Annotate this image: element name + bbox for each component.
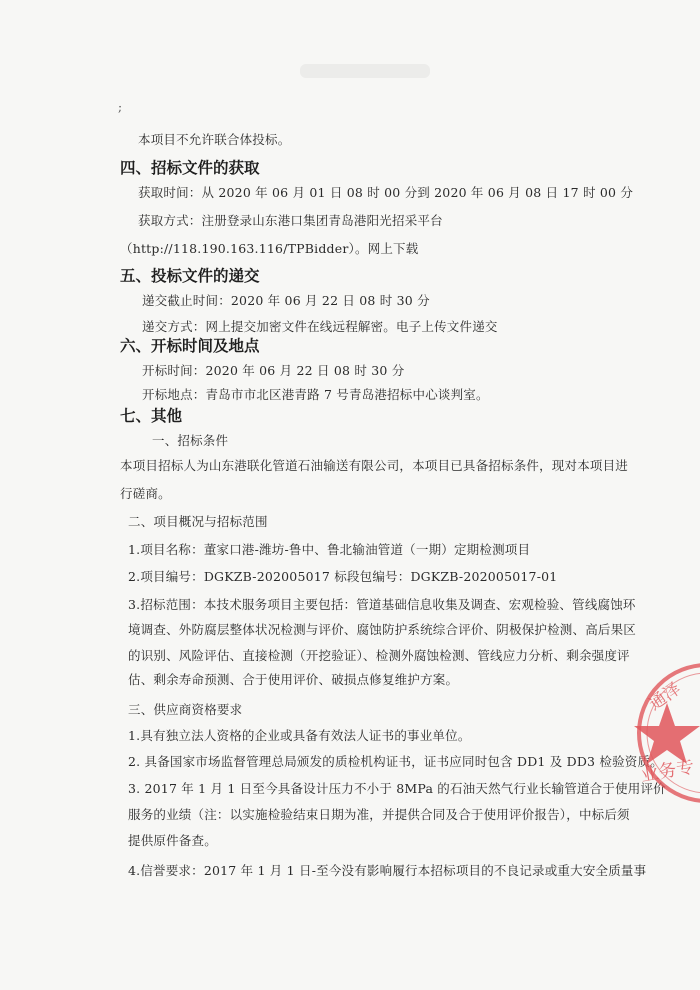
qualification-3-line-1: 3. 2017 年 1 月 1 日至今具备设计压力不小于 8MPa 的石油天然气行业长输管道合于使用评价 <box>128 781 666 796</box>
qualification-2: 2. 具备国家市场监督管理总局颁发的质检机构证书，证书应同时包含 DD1 及 DD3 检验资质。 <box>128 754 663 769</box>
qualification-3-line-2: 服务的业绩（注：以实施检验结束日期为准，并提供合同及合于使用评价报告），中标后须 <box>128 807 630 822</box>
qualification-3-line-3: 提供原件备查。 <box>128 833 217 848</box>
qualification-4: 4.信誉要求：2017 年 1 月 1 日-至今没有影响履行本招标项目的不良记录或重大安全质量事 <box>128 863 647 878</box>
qualification-1: 1.具有独立法人资格的企业或具备有效法人证书的事业单位。 <box>128 728 471 743</box>
section-4-heading: 四、招标文件的获取 <box>120 159 260 177</box>
project-name: 1.项目名称：董家口港-潍坊-鲁中、鲁北输油管道（一期）定期检测项目 <box>128 542 531 557</box>
obtain-time: 获取时间：从 2020 年 06 月 01 日 08 时 00 分到 2020 年 06 月 08 日 17 时 00 分 <box>138 185 634 200</box>
company-seal-stamp <box>632 658 700 808</box>
submit-method: 递交方式：网上提交加密文件在线远程解密。电子上传文件递交 <box>142 319 498 334</box>
scope-line-2: 境调查、外防腐层整体状况检测与评价、腐蚀防护系统综合评价、阴极保护检测、高后果区 <box>128 622 637 637</box>
sub-3-heading: 三、供应商资格要求 <box>128 702 243 717</box>
top-mark: ; <box>118 100 123 114</box>
obtain-url: （http://118.190.163.116/TPBidder）。网上下载 <box>120 241 419 256</box>
section-7-heading: 七、其他 <box>120 407 183 425</box>
section-5-heading: 五、投标文件的递交 <box>120 267 260 285</box>
sub-2-heading: 二、项目概况与招标范围 <box>128 514 268 529</box>
submit-deadline: 递交截止时间：2020 年 06 月 22 日 08 时 30 分 <box>142 293 430 308</box>
opening-time: 开标时间：2020 年 06 月 22 日 08 时 30 分 <box>142 363 405 378</box>
opening-location: 开标地点：青岛市市北区港青路 7 号青岛港招标中心谈判室。 <box>142 387 489 402</box>
section-6-heading: 六、开标时间及地点 <box>120 337 260 355</box>
svg-text:业务专: 业务专 <box>639 756 696 787</box>
scope-line-4: 估、剩余寿命预测、合于使用评价、破损点修复维护方案。 <box>128 672 459 687</box>
scope-line-3: 的识别、风险评估、直接检测（开挖验证）、检测外腐蚀检测、管线应力分析、剩余强度评 <box>128 648 630 663</box>
project-number: 2.项目编号：DGKZB-202005017 标段包编号：DGKZB-202005017-01 <box>128 569 558 584</box>
bid-condition-line-2: 行磋商。 <box>120 486 171 501</box>
scope-line-1: 3.招标范围：本技术服务项目主要包括：管道基础信息收集及调查、宏观检验、管线腐蚀环 <box>128 597 636 612</box>
sub-1-heading: 一、招标条件 <box>152 433 229 448</box>
svg-text:通泽: 通泽 <box>645 678 685 715</box>
obtain-method: 获取方式：注册登录山东港口集团青岛港阳光招采平台 <box>138 213 443 228</box>
bid-condition-line-1: 本项目招标人为山东港联化管道石油输送有限公司，本项目已具备招标条件，现对本项目进 <box>120 458 629 473</box>
scan-smudge <box>300 64 430 78</box>
joint-bid-note: 本项目不允许联合体投标。 <box>138 132 291 147</box>
